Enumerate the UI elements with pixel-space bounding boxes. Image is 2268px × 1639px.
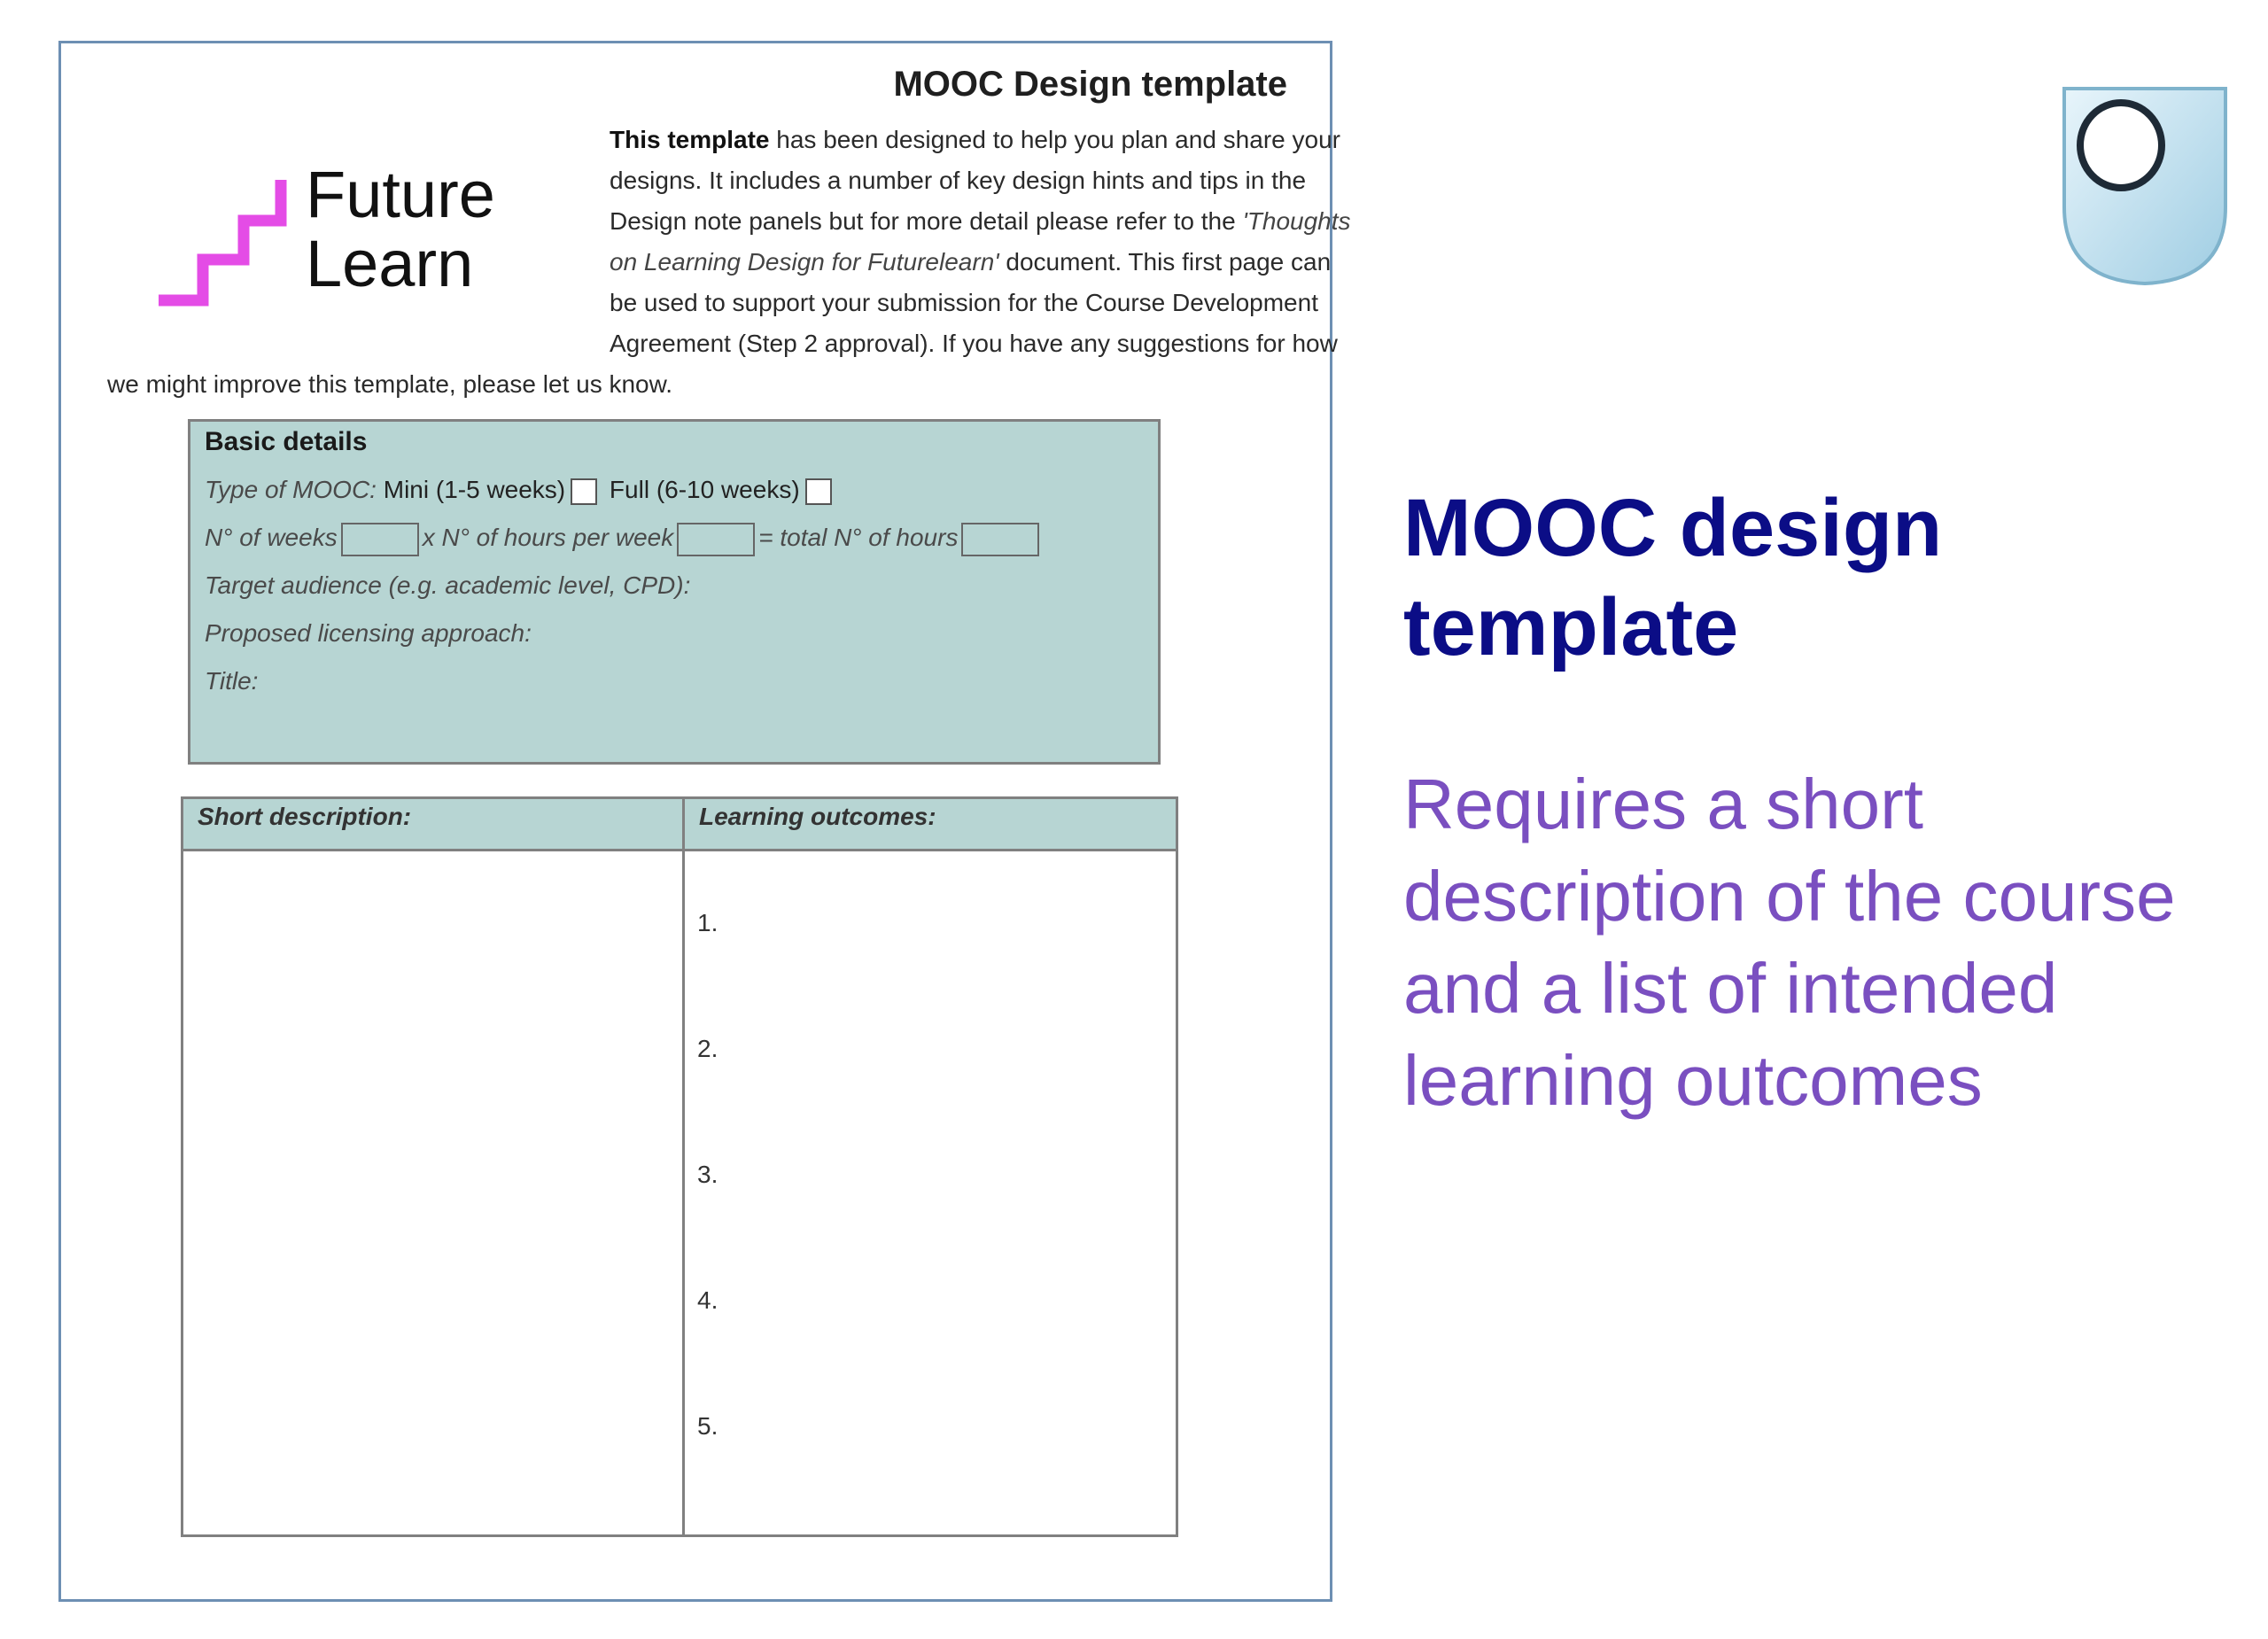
hours-row <box>205 514 1144 562</box>
learning-outcomes-header: Learning outcomes: <box>699 803 936 830</box>
intro-text-1: has been designed to help you plan and share your designs. It includes a number of key design hints and tips in the Design note panels but for more detail please refer to the <box>610 126 1340 235</box>
outcome-item: 1. <box>697 909 718 936</box>
weeks-label: N° of weeks <box>205 524 338 551</box>
outcome-item: 5. <box>697 1412 718 1440</box>
learning-outcomes-list <box>697 909 718 1538</box>
futurelearn-word-future: Future <box>306 158 495 231</box>
mini-option-label: Mini (1-5 weeks) <box>383 476 566 503</box>
total-hours-label: = total N° of hours <box>758 524 959 551</box>
intro-text-2: document. This first page can be used to support your submission for the Course Development Agreement (Step 2 approval). If you have any suggestions for how we might improve this template, please let us know. <box>107 248 1338 398</box>
outcome-item: 2. <box>697 1035 718 1062</box>
open-university-shield-icon <box>2061 83 2229 287</box>
basic-details-panel <box>188 419 1161 765</box>
title-label: Title: <box>205 667 259 695</box>
mooc-type-row <box>205 466 1144 514</box>
open-university-logo <box>2061 83 2229 291</box>
full-checkbox[interactable] <box>805 478 832 505</box>
intro-document-reference: 'Thoughts on Learning Design for Futurelearn' <box>610 207 1351 276</box>
document-title: MOOC Design template <box>893 65 1287 104</box>
mini-checkbox[interactable] <box>571 478 597 505</box>
short-description-header: Short description: <box>198 803 412 830</box>
full-option-label: Full (6-10 weeks) <box>609 476 800 503</box>
futurelearn-word-learn: Learn <box>306 227 474 300</box>
basic-details-heading: Basic details <box>205 427 368 456</box>
hours-per-week-field[interactable] <box>677 523 755 556</box>
slide-title-line-2: template <box>1403 582 1739 672</box>
slide-title-line-1: MOOC design <box>1403 483 1943 573</box>
slide-title <box>1403 478 1942 677</box>
target-audience-label: Target audience (e.g. academic level, CPD): <box>205 571 691 599</box>
outcome-item: 4. <box>697 1286 718 1314</box>
weeks-field[interactable] <box>341 523 419 556</box>
description-outcomes-table <box>181 796 1178 1537</box>
mooc-type-label: Type of MOOC: <box>205 476 377 503</box>
mooc-template-document <box>58 41 1351 1602</box>
intro-paragraph <box>107 120 1352 405</box>
hours-per-week-label: x N° of hours per week <box>422 524 674 551</box>
table-column-divider <box>682 799 685 1534</box>
intro-lead: This template <box>610 126 770 153</box>
slide-body-text: Requires a short description of the course and a list of intended learning outcomes <box>1403 765 2176 1120</box>
total-hours-field[interactable] <box>961 523 1039 556</box>
licensing-label: Proposed licensing approach: <box>205 619 532 647</box>
outcome-item: 3. <box>697 1161 718 1188</box>
